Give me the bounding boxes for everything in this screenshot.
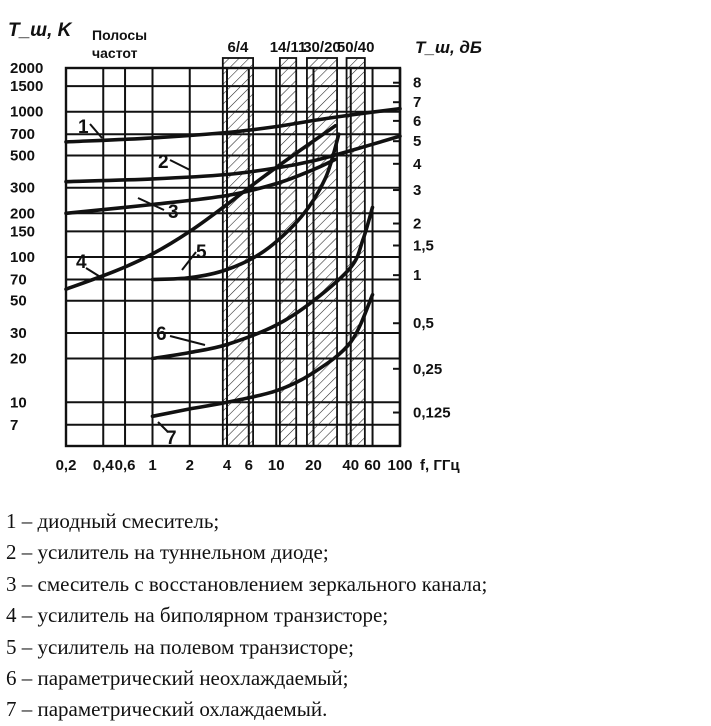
x-tick-label-5: 4: [222, 457, 232, 474]
y-tick-label-7: 150: [10, 223, 36, 241]
x-tick-label-11: 100: [387, 457, 413, 474]
y-tick-label-14: 7: [10, 416, 19, 434]
curve-4-label: 4: [76, 252, 87, 273]
y-tick-label-1: 1500: [10, 78, 44, 96]
y-tick-label-12: 20: [10, 350, 27, 368]
y2-tick-label-7: 1,5: [413, 237, 434, 255]
y-tick-label-4: 500: [10, 147, 36, 165]
curve-2-leader: [170, 160, 190, 170]
x-tick-label-0: 0,2: [55, 457, 77, 474]
band-label-2: 30/20: [303, 39, 341, 56]
y-tick-label-6: 200: [10, 205, 36, 223]
x-tick-label-6: 6: [244, 457, 253, 474]
legend-item-4: 4 – усилитель на биполярном транзисторе;: [6, 603, 389, 628]
curve-2-label: 2: [158, 152, 169, 173]
band-label-3: 50/40: [336, 39, 375, 56]
x-tick-label-10: 60: [364, 457, 381, 474]
y-tick-label-0: 2000: [10, 60, 44, 77]
legend-item-2: 2 – усилитель на туннельном диоде;: [6, 540, 329, 565]
y2-axis-title: T_ш, дБ: [415, 38, 482, 57]
y2-tick-label-3: 5: [413, 133, 422, 151]
y2-tick-label-11: 0,125: [413, 404, 451, 422]
y-tick-label-9: 70: [10, 271, 27, 289]
y2-tick-label-0: 8: [413, 74, 422, 92]
legend-item-6: 6 – параметрический неохлаждаемый;: [6, 666, 349, 691]
x-tick-label-2: 0,6: [114, 457, 136, 474]
curve-1-leader: [90, 124, 102, 138]
curve-1-label: 1: [78, 117, 89, 138]
x-tick-label-8: 20: [305, 457, 322, 474]
x-tick-label-7: 10: [267, 457, 285, 474]
y-tick-label-13: 10: [10, 394, 27, 412]
y-tick-label-8: 100: [10, 249, 36, 266]
legend: [6, 506, 487, 726]
curve-6: [153, 207, 373, 358]
y-tick-label-2: 1000: [10, 103, 44, 121]
y-tick-label-10: 50: [10, 292, 27, 310]
y-tick-label-11: 30: [10, 324, 27, 342]
x-tick-label-1: 0,4: [92, 457, 114, 474]
legend-item-1: 1 – диодный смеситель;: [6, 509, 220, 533]
y2-tick-label-10: 0,25: [413, 360, 443, 378]
x-tick-label-3: 1: [148, 457, 157, 474]
y2-tick-label-9: 0,5: [413, 315, 434, 333]
legend-item-7: 7 – параметрический охлаждаемый.: [6, 697, 328, 722]
bands-title-line-1: Полосы: [92, 27, 148, 43]
x-tick-label-4: 2: [185, 457, 194, 474]
curve-7-label: 7: [166, 428, 177, 449]
band-label-1: 14/11: [269, 39, 307, 56]
curve-6-label: 6: [156, 324, 167, 345]
curve-3-label: 3: [168, 202, 179, 223]
y-tick-label-3: 700: [10, 126, 36, 144]
curve-4-leader: [86, 268, 102, 278]
y-axis-title: T_ш, K: [8, 20, 72, 41]
curve-7: [153, 295, 373, 417]
legend-item-5: 5 – усилитель на полевом транзисторе;: [6, 634, 354, 659]
y2-tick-label-8: 1: [413, 267, 422, 285]
y2-tick-label-1: 7: [413, 94, 422, 112]
curve-6-leader: [170, 336, 205, 345]
x-tick-label-9: 40: [342, 457, 360, 474]
y2-tick-label-4: 4: [413, 155, 422, 173]
y2-tick-label-5: 3: [413, 182, 422, 200]
legend-item-3: 3 – смеситель с восстановлением зеркального канала;: [6, 571, 488, 596]
band-label-0: 6/4: [227, 39, 249, 56]
frequency-bands: [223, 39, 375, 446]
y-tick-label-5: 300: [10, 179, 36, 197]
band-6-4: [223, 58, 253, 446]
curve-5-label: 5: [196, 242, 207, 263]
y2-tick-label-6: 2: [413, 215, 422, 233]
x-axis-title: f, ГГц: [420, 457, 460, 474]
y2-tick-label-2: 6: [413, 112, 422, 130]
bands-title-line-2: частот: [92, 45, 138, 61]
